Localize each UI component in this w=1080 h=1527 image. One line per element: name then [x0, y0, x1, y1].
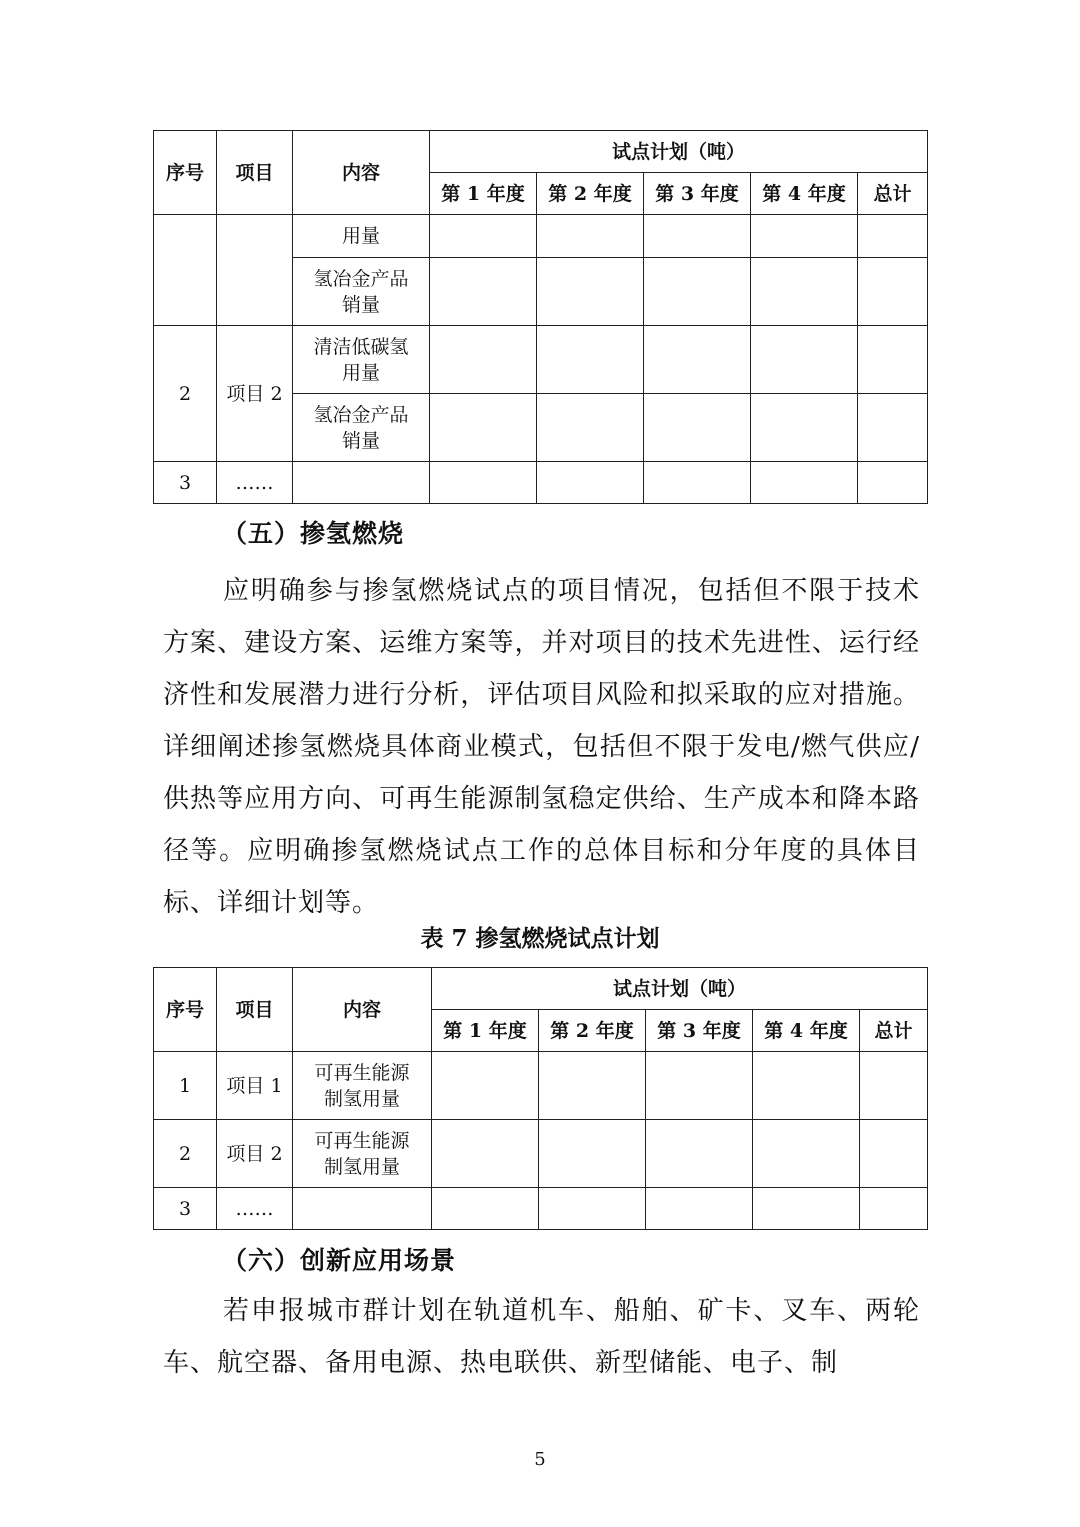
cell-content [293, 326, 430, 394]
table-row [154, 1120, 928, 1188]
content-line: 制氢用量 [323, 1087, 400, 1110]
header-plan: 试点计划（吨） [430, 131, 928, 173]
cell-total [858, 258, 928, 326]
cell-year2 [537, 394, 644, 462]
section-heading: （五）掺氢燃烧 [222, 519, 405, 548]
cell-year3 [644, 394, 751, 462]
cell-content [293, 462, 430, 504]
cell-content: 用量 [293, 215, 430, 258]
cell-item: 项目 1 [217, 1052, 293, 1120]
section-paragraph: 应明确参与掺氢燃烧试点的项目情况，包括但不限于技术方案、建设方案、运维方案等，并对项目的技术先进性、运行经济性和发展潜力进行分析，评估项目风险和拟采取的应对措施。详细阐述掺氢燃烧具体商业模式，包括但不限于发电/燃气供应/供热等应用方向、可再生能源制氢稳定供给、生产成本和降本路径等。应明确掺氢燃烧试点工作的总体目标和分年度的具体目标、详细计划等。 [163, 576, 920, 918]
cell-year2 [539, 1052, 646, 1120]
header-content: 内容 [293, 131, 430, 215]
cell-item [217, 215, 293, 326]
cell-content [293, 258, 430, 326]
cell-year4 [751, 394, 858, 462]
cell-year1 [430, 394, 537, 462]
cell-year4 [753, 1052, 860, 1120]
cell-year3 [646, 1052, 753, 1120]
cell-item: 项目 2 [217, 326, 293, 462]
cell-total [858, 326, 928, 394]
cell-item: …… [217, 1188, 293, 1230]
cell-item: …… [217, 462, 293, 504]
cell-year4 [751, 462, 858, 504]
cell-year2 [537, 215, 644, 258]
header-year2: 第 2 年度 [539, 1010, 646, 1052]
content-line: 销量 [341, 429, 380, 452]
cell-year3 [646, 1188, 753, 1230]
cell-year4 [751, 326, 858, 394]
page-number: 5 [534, 1449, 546, 1470]
content-line: 可再生能源 [314, 1061, 410, 1084]
cell-total [860, 1052, 928, 1120]
cell-seq: 3 [154, 1188, 217, 1230]
cell-year1 [432, 1120, 539, 1188]
cell-year1 [430, 215, 537, 258]
table-row [154, 215, 928, 258]
cell-year2 [537, 462, 644, 504]
table-row [154, 462, 928, 504]
header-plan: 试点计划（吨） [432, 968, 928, 1010]
cell-total [860, 1120, 928, 1188]
cell-year1 [432, 1188, 539, 1230]
cell-seq: 2 [154, 326, 217, 462]
cell-year2 [539, 1120, 646, 1188]
content-line: 用量 [341, 361, 380, 384]
cell-year3 [644, 258, 751, 326]
header-year3: 第 3 年度 [644, 173, 751, 215]
content-line: 制氢用量 [323, 1155, 400, 1178]
cell-year3 [644, 215, 751, 258]
cell-year4 [753, 1188, 860, 1230]
cell-year3 [646, 1120, 753, 1188]
header-year4: 第 4 年度 [751, 173, 858, 215]
pilot-plan-table-continued [153, 130, 928, 504]
header-year1: 第 1 年度 [432, 1010, 539, 1052]
cell-year4 [751, 258, 858, 326]
cell-seq [154, 215, 217, 326]
cell-year4 [751, 215, 858, 258]
content-line: 销量 [341, 293, 380, 316]
header-content: 内容 [293, 968, 432, 1052]
content-line: 清洁低碳氢 [313, 335, 409, 358]
cell-total [858, 215, 928, 258]
header-seq: 序号 [154, 968, 217, 1052]
header-seq: 序号 [154, 131, 217, 215]
header-total: 总计 [860, 1010, 928, 1052]
cell-seq: 1 [154, 1052, 217, 1120]
table-row [154, 1052, 928, 1120]
content-line: 氢冶金产品 [313, 267, 409, 290]
header-year2: 第 2 年度 [537, 173, 644, 215]
table-row [154, 326, 928, 394]
pilot-plan-table [153, 967, 928, 1230]
cell-content [293, 1188, 432, 1230]
cell-content [293, 1052, 432, 1120]
cell-total [860, 1188, 928, 1230]
table-row [154, 1188, 928, 1230]
cell-year2 [539, 1188, 646, 1230]
cell-year1 [432, 1052, 539, 1120]
content-line: 氢冶金产品 [313, 403, 409, 426]
header-total: 总计 [858, 173, 928, 215]
cell-year2 [537, 258, 644, 326]
cell-year1 [430, 258, 537, 326]
section-paragraph: 若申报城市群计划在轨道机车、船舶、矿卡、叉车、两轮车、航空器、备用电源、热电联供、新型储能、电子、制 [163, 1296, 920, 1378]
cell-item: 项目 2 [217, 1120, 293, 1188]
cell-year4 [753, 1120, 860, 1188]
header-item: 项目 [217, 968, 293, 1052]
content-line: 可再生能源 [314, 1129, 410, 1152]
cell-content [293, 1120, 432, 1188]
cell-year1 [430, 326, 537, 394]
cell-seq: 2 [154, 1120, 217, 1188]
cell-total [858, 394, 928, 462]
header-item: 项目 [217, 131, 293, 215]
table-caption: 表 7 掺氢燃烧试点计划 [420, 925, 660, 952]
cell-year1 [430, 462, 537, 504]
cell-seq: 3 [154, 462, 217, 504]
header-year4: 第 4 年度 [753, 1010, 860, 1052]
header-year3: 第 3 年度 [646, 1010, 753, 1052]
cell-year2 [537, 326, 644, 394]
cell-content [293, 394, 430, 462]
cell-year3 [644, 326, 751, 394]
section-heading: （六）创新应用场景 [222, 1246, 457, 1275]
cell-total [858, 462, 928, 504]
cell-year3 [644, 462, 751, 504]
header-year1: 第 1 年度 [430, 173, 537, 215]
